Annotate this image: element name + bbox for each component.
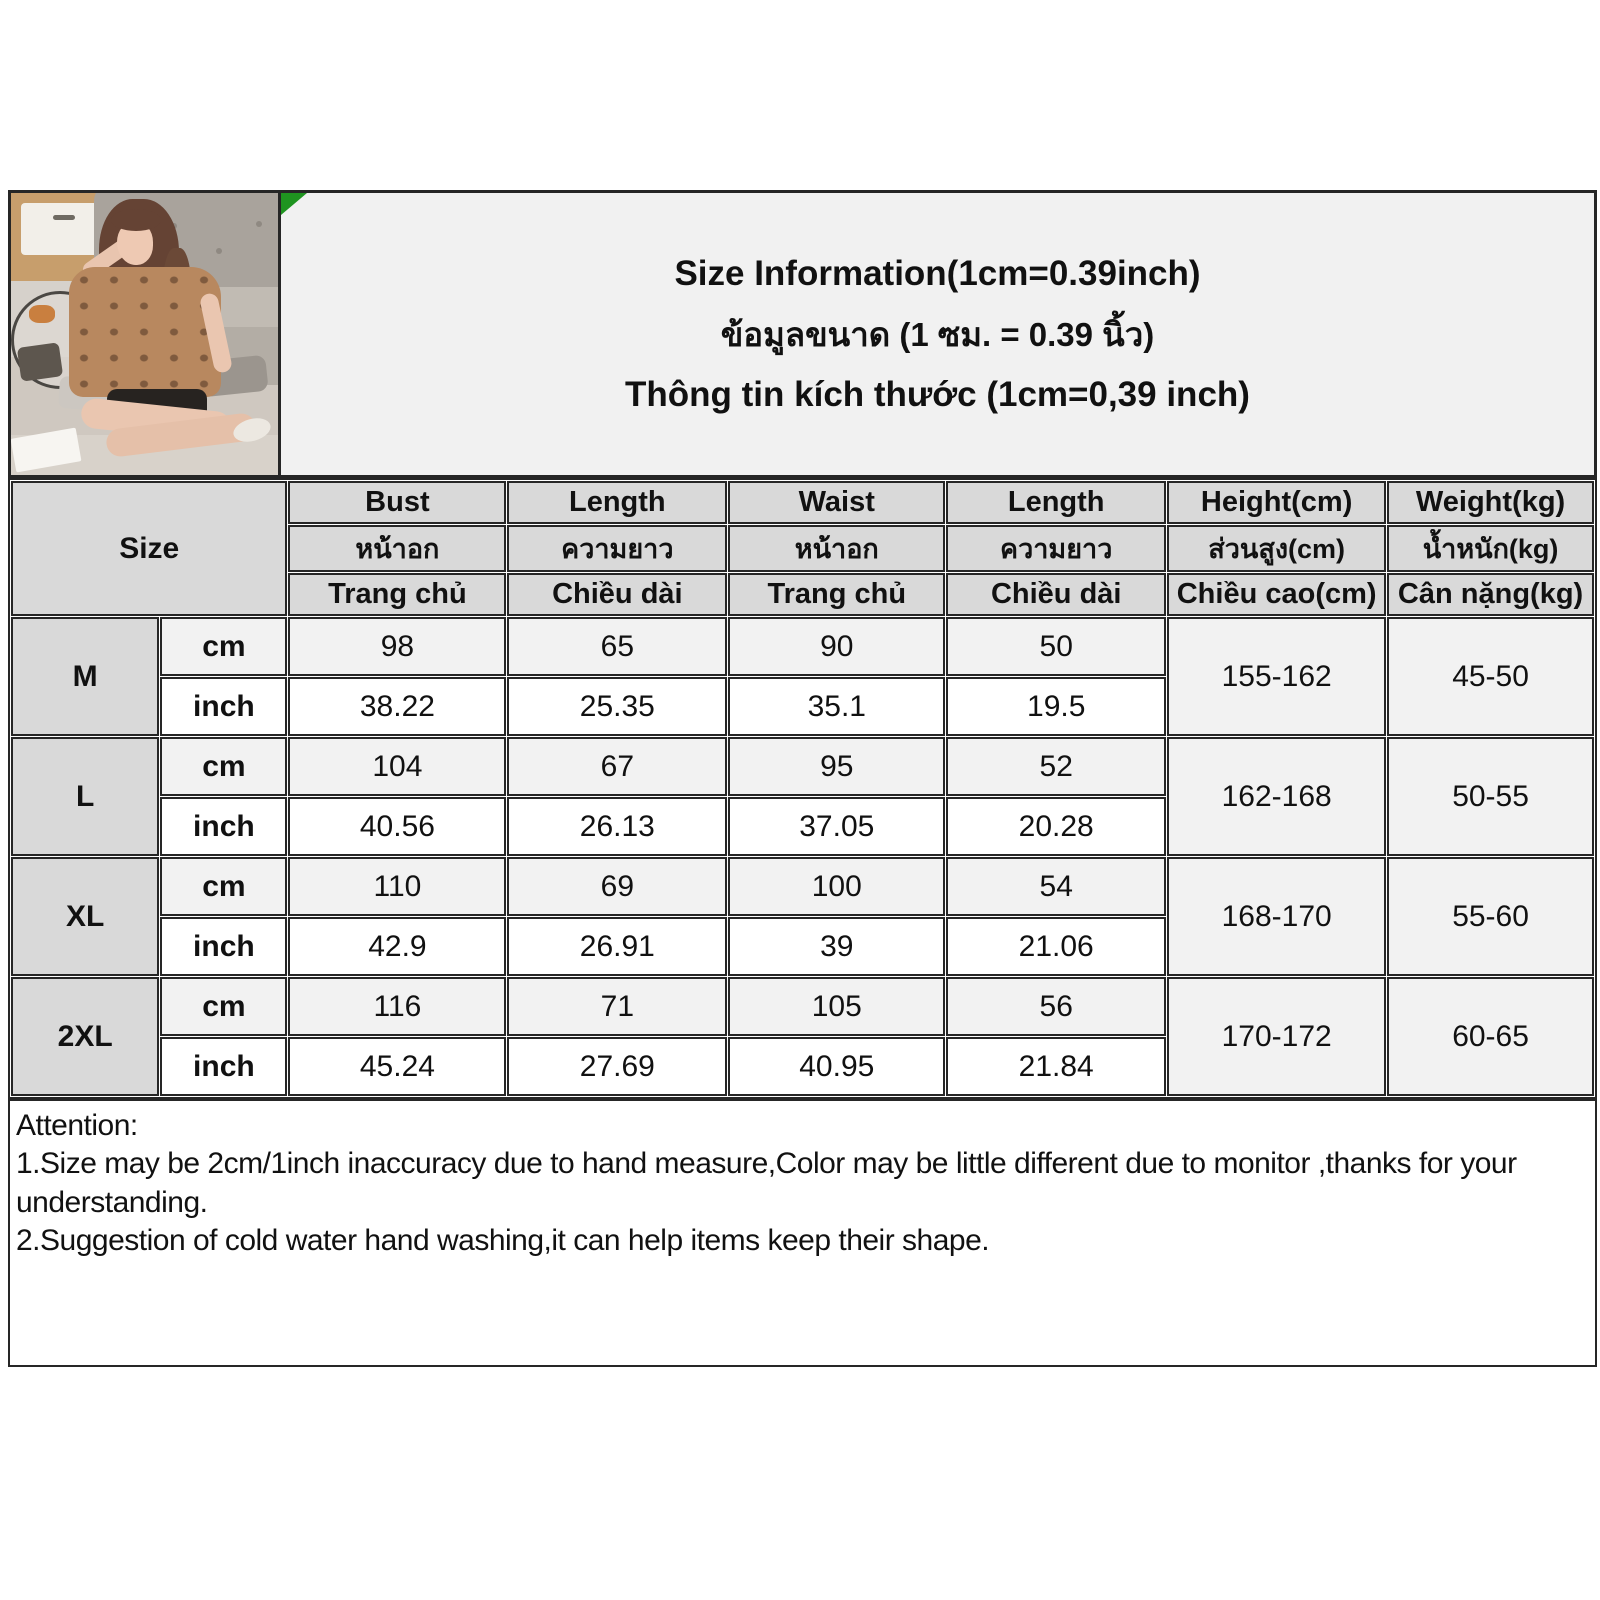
value-cell: 104 [288, 737, 506, 796]
value-cell: 50 [946, 617, 1166, 676]
height-cell: 168-170 [1167, 857, 1386, 976]
weight-cell: 50-55 [1387, 737, 1594, 856]
attention-note-2: 2.Suggestion of cold water hand washing,it can help items keep their shape. [16, 1224, 990, 1258]
value-cell: 98 [288, 617, 506, 676]
photo-table-item [29, 305, 55, 323]
attention-section [8, 1099, 1597, 1367]
value-cell: 105 [728, 977, 945, 1036]
size-label-l: L [11, 737, 159, 856]
value-cell: 40.56 [288, 797, 506, 856]
value-cell: 21.06 [946, 917, 1166, 976]
height-cell: 170-172 [1167, 977, 1386, 1096]
value-cell: 54 [946, 857, 1166, 916]
value-cell: 45.24 [288, 1037, 506, 1096]
value-cell: 21.84 [946, 1037, 1166, 1096]
header-height-vi: Chiều cao(cm) [1167, 573, 1386, 616]
value-cell: 42.9 [288, 917, 506, 976]
photo-bag [17, 342, 63, 382]
product-photo [11, 193, 281, 475]
title-vietnamese: Thông tin kích thước (1cm=0,39 inch) [625, 374, 1250, 414]
title-thai: ข้อมูลขนาด (1 ซม. = 0.39 นิ้ว) [720, 315, 1155, 353]
title-english: Size Information(1cm=0.39inch) [674, 253, 1201, 293]
value-cell: 116 [288, 977, 506, 1036]
size-corner-cell: Size [11, 481, 287, 616]
header-height-en: Height(cm) [1167, 481, 1386, 524]
unit-cell: cm [160, 617, 287, 676]
attention-note-1: 1.Size may be 2cm/1inch inaccuracy due to hand measure,Color may be little different due to monitor ,thanks for your understanding. [16, 1147, 1517, 1219]
header-weight-th: น้ำหนัก(kg) [1387, 525, 1594, 572]
value-cell: 19.5 [946, 677, 1166, 736]
header-length-vi: Chiều dài [507, 573, 727, 616]
header-length2-th: ความยาว [946, 525, 1166, 572]
value-cell: 69 [507, 857, 727, 916]
header-length2-en: Length [946, 481, 1166, 524]
value-cell: 100 [728, 857, 945, 916]
header-length2-vi: Chiều dài [946, 573, 1166, 616]
header-bust-th: หน้าอก [288, 525, 506, 572]
size-label-2xl: 2XL [11, 977, 159, 1096]
value-cell: 35.1 [728, 677, 945, 736]
value-cell: 39 [728, 917, 945, 976]
height-cell: 155-162 [1167, 617, 1386, 736]
title-panel [281, 193, 1594, 475]
size-chart-sheet [8, 190, 1597, 1367]
value-cell: 71 [507, 977, 727, 1036]
photo-sofa-tuft [216, 248, 222, 254]
attention-heading: Attention: [16, 1109, 138, 1142]
weight-cell: 45-50 [1387, 617, 1594, 736]
value-cell: 26.13 [507, 797, 727, 856]
value-cell: 26.91 [507, 917, 727, 976]
green-corner-marker-icon [281, 193, 307, 215]
header-waist-vi: Trang chủ [728, 573, 945, 616]
header-weight-vi: Cân nặng(kg) [1387, 573, 1594, 616]
row-l-cm [11, 737, 1594, 796]
header-waist-th: หน้าอก [728, 525, 945, 572]
header-waist-en: Waist [728, 481, 945, 524]
unit-cell: inch [160, 677, 287, 736]
header-length-th: ความยาว [507, 525, 727, 572]
photo-sofa-tuft [256, 221, 262, 227]
photo-model-fringe [111, 209, 161, 231]
header-bust-en: Bust [288, 481, 506, 524]
size-label-m: M [11, 617, 159, 736]
row-xl-cm [11, 857, 1594, 916]
header-length-en: Length [507, 481, 727, 524]
value-cell: 20.28 [946, 797, 1166, 856]
height-cell: 162-168 [1167, 737, 1386, 856]
weight-cell: 60-65 [1387, 977, 1594, 1096]
photo-model-pajama-top [69, 267, 221, 397]
value-cell: 25.35 [507, 677, 727, 736]
unit-cell: inch [160, 1037, 287, 1096]
row-m-cm [11, 617, 1594, 676]
unit-cell: cm [160, 737, 287, 796]
unit-cell: inch [160, 797, 287, 856]
value-cell: 95 [728, 737, 945, 796]
unit-cell: inch [160, 917, 287, 976]
unit-cell: cm [160, 977, 287, 1036]
value-cell: 110 [288, 857, 506, 916]
value-cell: 40.95 [728, 1037, 945, 1096]
header-bust-vi: Trang chủ [288, 573, 506, 616]
unit-cell: cm [160, 857, 287, 916]
header-weight-en: Weight(kg) [1387, 481, 1594, 524]
value-cell: 56 [946, 977, 1166, 1036]
value-cell: 38.22 [288, 677, 506, 736]
value-cell: 90 [728, 617, 945, 676]
value-cell: 37.05 [728, 797, 945, 856]
row-2xl-cm [11, 977, 1594, 1036]
value-cell: 67 [507, 737, 727, 796]
size-chart-table [8, 478, 1597, 1099]
weight-cell: 55-60 [1387, 857, 1594, 976]
value-cell: 27.69 [507, 1037, 727, 1096]
value-cell: 52 [946, 737, 1166, 796]
photo-cabinet-handle [53, 215, 75, 220]
top-section [8, 190, 1597, 478]
size-label-xl: XL [11, 857, 159, 976]
value-cell: 65 [507, 617, 727, 676]
header-height-th: ส่วนสูง(cm) [1167, 525, 1386, 572]
